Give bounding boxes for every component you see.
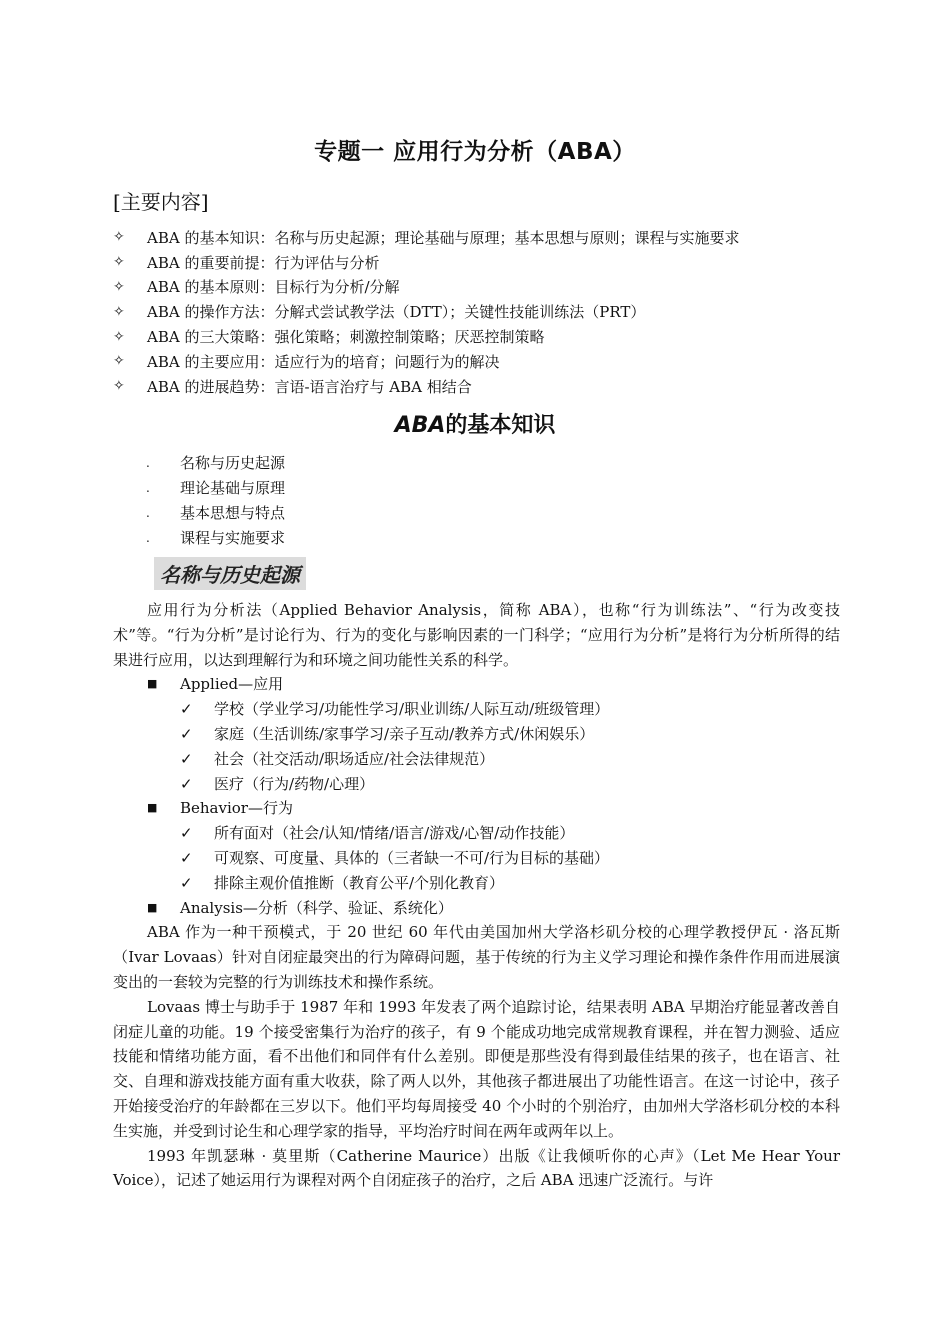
summary-item: ✧ ABA 的三大策略：强化策略；刺激控制策略；厌恶控制策略: [113, 328, 545, 347]
topic-item: . 名称与历史起源: [146, 454, 286, 472]
diamond-bullet-icon: ✧: [113, 278, 125, 295]
paragraph: Lovaas 博士与助手于 1987 年和 1993 年发表了两个追踪讨论，结果表明 ABA 早期治疗能显著改善自闭症儿童的功能。19 个接受密集行为治疗的孩子，有 9 个能成功地完成常规教育课程，并在智力测验、适应技能和情绪功能方面，看不出他们和同伴有什么差别。即便是那些没有得到最佳结果的孩子，也在语言、社交、自理和游戏技能方面有重大收获，除了两人以外，其他孩子都进展出了功能性语言。在这一讨论中，孩子开始接受治疗的年龄都在三岁以下。他们平均每周接受 40 个小时的个别治疗，由加州大学洛杉矶分校的本科生实施，并受到讨论生和心理学家的指导，平均治疗时间在两年或两年以上。: [113, 997, 840, 1140]
summary-item: ✧ ABA 的重要前提：行为评估与分析: [113, 253, 380, 272]
topic-item: . 课程与实施要求: [146, 529, 286, 547]
summary-item: ✧ ABA 的基本知识：名称与历史起源；理论基础与原理；基本思想与原则；课程与实施要求: [113, 228, 740, 247]
list-item: ■ Applied—应用: [113, 672, 840, 697]
list-item: ■ Analysis—分析（科学、验证、系统化）: [113, 896, 840, 921]
list-item: ✓ 医疗（行为/药物/心理）: [113, 772, 840, 797]
list-item: ✓ 家庭（生活训练/家事学习/亲子互动/教养方式/休闲娱乐）: [113, 722, 840, 747]
diamond-bullet-icon: ✧: [113, 303, 125, 320]
summary-item: ✧ ABA 的基本原则：目标行为分析/分解: [113, 278, 400, 297]
summary-item: ✧ ABA 的主要应用：适应行为的培育；问题行为的解决: [113, 352, 500, 371]
check-icon: ✓: [180, 749, 193, 768]
list-item: ✓ 社会（社交活动/职场适应/社会法律规范）: [113, 747, 840, 772]
body-text: [113, 598, 840, 1193]
check-icon: ✓: [180, 848, 193, 867]
diamond-bullet-icon: ✧: [113, 254, 125, 271]
subsection-heading: 名称与历史起源: [154, 557, 306, 590]
summary-item: ✧ ABA 的操作方法：分解式尝试教学法（DTT）；关键性技能训练法（PRT）: [113, 303, 646, 322]
list-item: ✓ 所有面对（社会/认知/情绪/语言/游戏/心智/动作技能）: [113, 821, 840, 846]
main-content-label: [主要内容]: [113, 190, 209, 214]
list-item: ✓ 可观察、可度量、具体的（三者缺一不可/行为目标的基础）: [113, 846, 840, 871]
dot-bullet-icon: .: [146, 530, 150, 545]
square-bullet-icon: ■: [147, 801, 158, 815]
list-item: ■ Behavior—行为: [113, 796, 840, 821]
diamond-bullet-icon: ✧: [113, 328, 125, 345]
diamond-bullet-icon: ✧: [113, 378, 125, 395]
diamond-bullet-icon: ✧: [113, 229, 125, 246]
summary-list: [113, 225, 853, 399]
diamond-bullet-icon: ✧: [113, 353, 125, 370]
check-icon: ✓: [180, 700, 193, 719]
check-icon: ✓: [180, 724, 193, 743]
dot-bullet-icon: .: [146, 480, 150, 495]
topic-item: . 理论基础与原理: [146, 479, 286, 497]
paragraph: 应用行为分析法（Applied Behavior Analysis，简称 ABA），也称“行为训练法”、“行为改变技术”等。“行为分析”是讨论行为、行为的变化与影响因素的一门科学；“应用行为分析”是将行为分析所得的结果进行应用，以达到理解行为和环境之间功能性关系的科学。: [113, 601, 840, 669]
square-bullet-icon: ■: [147, 677, 158, 691]
check-icon: ✓: [180, 824, 193, 843]
list-item: ✓ 排除主观价值推断（教育公平/个别化教育）: [113, 871, 840, 896]
check-icon: ✓: [180, 873, 193, 892]
section-topic-list: [146, 450, 285, 550]
paragraph: ABA 作为一种干预模式，于 20 世纪 60 年代由美国加州大学洛杉矶分校的心理学教授伊瓦 · 洛瓦斯（Ivar Lovaas）针对自闭症最突出的行为障碍问题，基于传统的行为主义学习理论和操作条件作用而进展演变出的一套较为完整的行为训练技术和操作系统。: [113, 923, 840, 991]
check-icon: ✓: [180, 774, 193, 793]
summary-item: ✧ ABA 的进展趋势：言语-语言治疗与 ABA 相结合: [113, 377, 472, 396]
page-title: 专题一 应用行为分析（ABA）: [314, 139, 636, 165]
section-heading: ABA的基本知识: [394, 413, 556, 438]
square-bullet-icon: ■: [147, 900, 158, 914]
dot-bullet-icon: .: [146, 455, 150, 470]
list-item: ✓ 学校（学业学习/功能性学习/职业训练/人际互动/班级管理）: [113, 697, 840, 722]
paragraph: 1993 年凯瑟琳 · 莫里斯（Catherine Maurice）出版《让我倾听你的心声》（Let Me Hear Your Voice），记述了她运用行为课程对两个自闭症孩子的治疗，之后 ABA 迅速广泛流行。与许: [113, 1146, 840, 1190]
topic-item: . 基本思想与特点: [146, 504, 286, 522]
dot-bullet-icon: .: [146, 505, 150, 520]
